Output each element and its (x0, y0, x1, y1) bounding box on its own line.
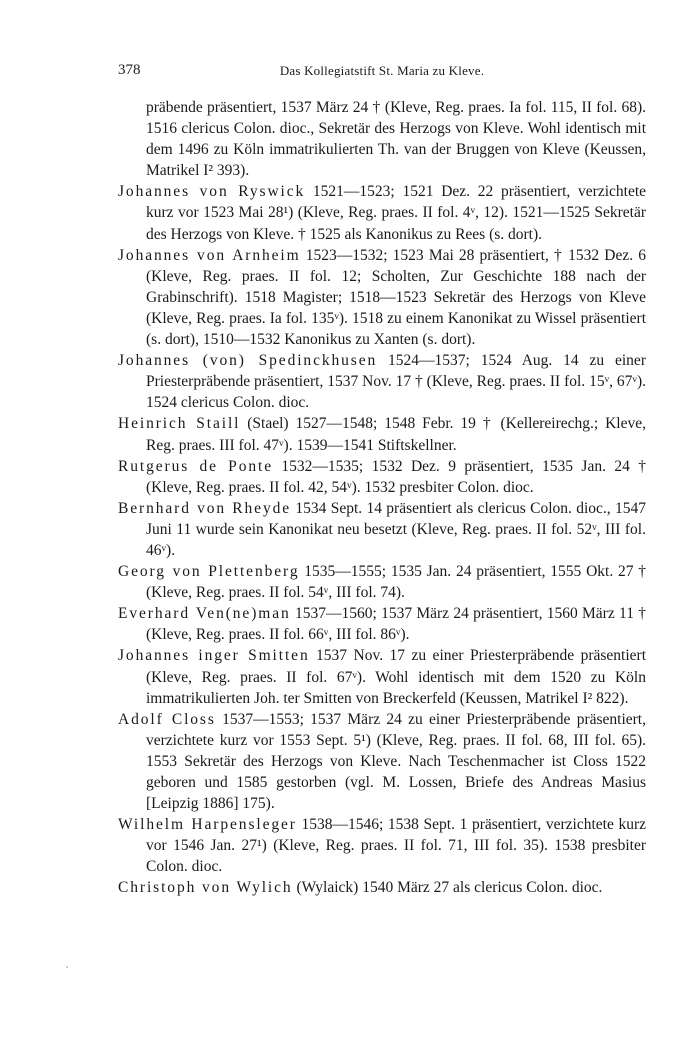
entry-name: Christoph von Wylich (118, 879, 293, 897)
entry-text: 1537 Nov. 17 zu einer Priesterpräbende präsentiert (Kleve, Reg. praes. II fol. 67ᵛ). Wohl identisch mit dem 1520 zu Köln immatrikulierten Joh. ter Smitten von Breckerfeld (Keussen, Matrikel I² 822). (146, 647, 646, 707)
entry-text: 1538—1546; 1538 Sept. 1 präsentiert, verzichtete kurz vor 1546 Jan. 27¹) (Kleve, Reg. praes. II fol. 71, III fol. 35). 1538 presbiter Colon. dioc. (146, 816, 646, 876)
list-item (118, 645, 646, 708)
entry-name: Rutgerus de Ponte (118, 457, 273, 475)
entry-text: 1535—1555; 1535 Jan. 24 präsentiert, 1555 Okt. 27 † (Kleve, Reg. praes. II fol. 54ᵛ, III fol. 74). (146, 563, 646, 602)
entry-name: Johannes von Ryswick (118, 183, 306, 201)
list-item (118, 709, 646, 814)
entry-list (118, 97, 646, 899)
entry-name: Johannes (von) Spedinckhusen (118, 352, 378, 370)
entry-text: 1534 Sept. 14 präsentiert als clericus Colon. dioc., 1547 Juni 11 wurde sein Kanonikat neu besetzt (Kleve, Reg. praes. II fol. 52ᵛ, III fol. 46ᵛ). (146, 499, 647, 559)
scan-speck (66, 966, 68, 968)
running-title: Das Kollegiatstift St. Maria zu Kleve. (279, 63, 485, 78)
page-number: 378 (118, 62, 141, 78)
list-item (118, 561, 646, 603)
entry-name: Georg von Plettenberg (118, 563, 300, 581)
entry-text: 1537—1553; 1537 März 24 zu einer Priesterpräbende präsentiert, verzichtete kurz vor 1553 Sept. 5¹) (Kleve, Reg. praes. II fol. 68, III fol. 65). 1553 Sekretär des Herzogs von Kleve. Nach Teschenmacher ist Closs 1522 geboren und 1585 gestorben (vgl. M. Lossen, Briefe des Andreas Masius [Leipzig 1886] 175). (146, 710, 646, 813)
entry-name: Wilhelm Harpensleger (118, 816, 297, 834)
list-item (118, 877, 646, 898)
list-item (118, 245, 646, 350)
entry-text: präbende präsentiert, 1537 März 24 † (Kleve, Reg. praes. Ia fol. 115, II fol. 68). 1516 clericus Colon. dioc., Sekretär des Herzogs von Kleve. Wohl identisch mit dem 1496 zu Köln immatrikulierten Th. van der Bruggen von Kleve (Keussen, Matrikel I² 393). (146, 99, 646, 180)
list-item (118, 498, 646, 561)
list-item (118, 603, 646, 645)
entry-name: Johannes von Arnheim (118, 246, 301, 264)
list-item (118, 181, 646, 244)
page-header (118, 62, 646, 86)
entry-text: 1524—1537; 1524 Aug. 14 zu einer Priesterpräbende präsentiert, 1537 Nov. 17 † (Kleve, Reg. praes. II fol. 15ᵛ, 67ᵛ). 1524 clericus Colon. dioc. (146, 352, 646, 412)
list-item (118, 350, 646, 413)
list-item (118, 456, 646, 498)
entry-name: Adolf Closs (118, 710, 216, 728)
entry-text: 1537—1560; 1537 März 24 präsentiert, 1560 März 11 † (Kleve, Reg. praes. II fol. 66ᵛ, III fol. 86ᵛ). (146, 605, 646, 644)
entry-text: 1523—1532; 1523 Mai 28 präsentiert, † 1532 Dez. 6 (Kleve, Reg. praes. II fol. 12; Scholten, Zur Geschichte 188 nach der Grabinschrift). 1518 Magister; 1518—1523 Sekretär des Herzogs von Kleve (Kleve, Reg. praes. Ia fol. 135ᵛ). 1518 zu einem Kanonikat zu Wissel präsentiert (s. dort), 1510—1532 Kanonikus zu Xanten (s. dort). (146, 246, 646, 349)
entry-name: Heinrich Staill (118, 415, 241, 433)
list-item (118, 814, 646, 877)
entry-text: (Wylaick) 1540 März 27 als clericus Colon. dioc. (292, 879, 603, 897)
list-item (118, 97, 646, 181)
entry-text: 1532—1535; 1532 Dez. 9 präsentiert, 1535 Jan. 24 † (Kleve, Reg. praes. II fol. 42, 54ᵛ). 1532 presbiter Colon. dioc. (146, 457, 646, 496)
entry-text: (Stael) 1527—1548; 1548 Febr. 19 † (Kellereirechg.; Kleve, Reg. praes. III fol. 47ᵛ). 1539—1541 Stiftskellner. (146, 415, 646, 454)
entry-name: Everhard Ven(ne)man (118, 605, 291, 623)
entry-text: 1521—1523; 1521 Dez. 22 präsentiert, verzichtete kurz vor 1523 Mai 28¹) (Kleve, Reg. praes. II fol. 4ᵛ, 12). 1521—1525 Sekretär des Herzogs von Kleve. † 1525 als Kanonikus zu Rees (s. dort). (146, 183, 647, 243)
entry-name: Bernhard von Rheyde (118, 499, 292, 517)
entry-name: Johannes inger Smitten (118, 647, 310, 665)
list-item (118, 413, 646, 455)
